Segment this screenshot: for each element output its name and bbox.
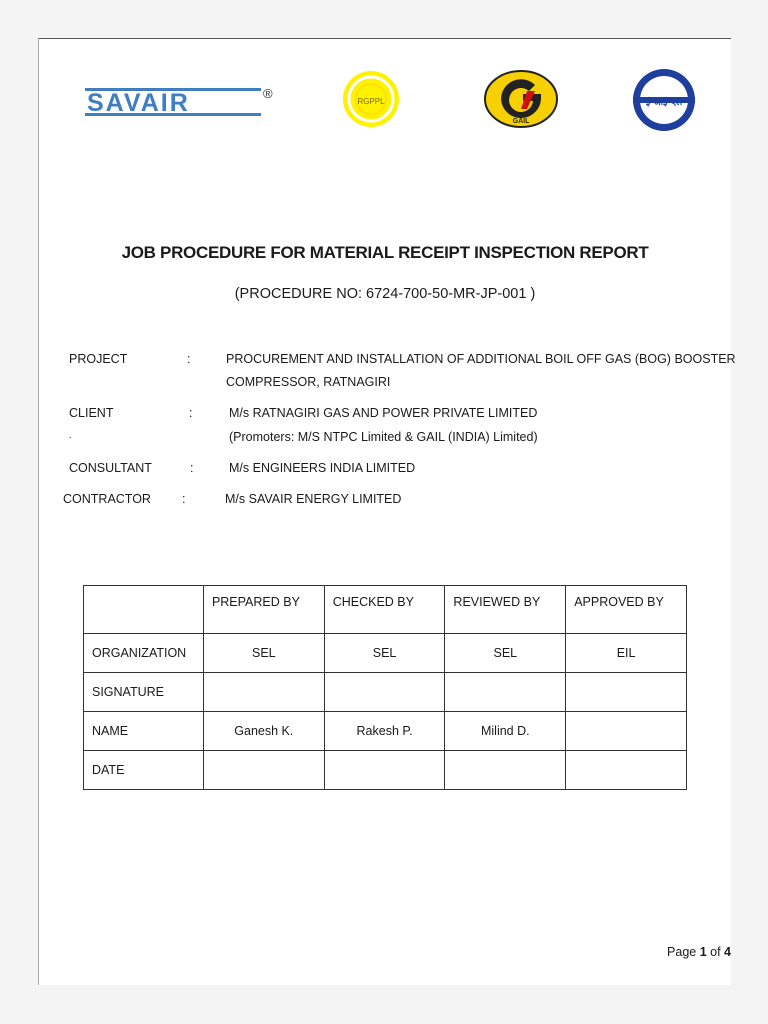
table-row xyxy=(84,712,687,751)
project-row xyxy=(39,351,736,391)
table-row-label: DATE xyxy=(84,751,204,790)
project-colon: : xyxy=(187,352,191,366)
table-cell: Ganesh K. xyxy=(203,712,324,751)
table-row-label: SIGNATURE xyxy=(84,673,204,712)
gail-logo-text: GAIL xyxy=(512,118,530,125)
table-cell: SEL xyxy=(445,634,566,673)
contractor-colon: : xyxy=(182,492,186,506)
client-value-line1: M/s RATNAGIRI GAS AND POWER PRIVATE LIMITED xyxy=(229,406,538,420)
table-cell xyxy=(445,673,566,712)
document-title: JOB PROCEDURE FOR MATERIAL RECEIPT INSPECTION REPORT xyxy=(121,243,649,262)
project-label: PROJECT xyxy=(69,352,128,366)
consultant-value: M/s ENGINEERS INDIA LIMITED xyxy=(229,461,416,475)
logo-bar xyxy=(39,39,731,149)
table-header-cell: PREPARED BY xyxy=(203,586,324,634)
client-row xyxy=(39,405,731,445)
page-current: 1 xyxy=(699,945,707,959)
table-header-row xyxy=(84,586,687,634)
table-cell xyxy=(445,751,566,790)
client-label: CLIENT xyxy=(69,406,114,420)
project-value-line2: COMPRESSOR, RATNAGIRI xyxy=(226,375,391,389)
table-cell: SEL xyxy=(203,634,324,673)
page-total: 4 xyxy=(724,945,731,959)
client-dot: . xyxy=(69,430,72,440)
table-cell xyxy=(566,712,687,751)
page-of: of xyxy=(706,945,725,959)
table-cell: SEL xyxy=(324,634,445,673)
table-cell xyxy=(203,673,324,712)
client-colon: : xyxy=(189,406,193,420)
table-cell: Milind D. xyxy=(445,712,566,751)
table-row xyxy=(84,634,687,673)
table-row xyxy=(84,673,687,712)
consultant-colon: : xyxy=(190,461,194,475)
table-cell: Rakesh P. xyxy=(324,712,445,751)
contractor-label: CONTRACTOR xyxy=(63,492,151,506)
page-number xyxy=(667,945,731,959)
eil-logo-text: ई-आई-एल xyxy=(645,98,683,108)
client-value-line2: (Promoters: M/S NTPC Limited & GAIL (INDIA) Limited) xyxy=(229,430,538,444)
contractor-row xyxy=(39,491,731,509)
table-cell xyxy=(324,751,445,790)
rgppl-logo-text: RGPPL xyxy=(357,97,385,106)
page-prefix: Page xyxy=(667,945,700,959)
table-cell xyxy=(566,751,687,790)
procedure-number: (PROCEDURE NO: 6724-700-50-MR-JP-001 ) xyxy=(234,286,536,302)
table-header-cell xyxy=(84,586,204,634)
table-header-cell: REVIEWED BY xyxy=(445,586,566,634)
table-row-label: NAME xyxy=(84,712,204,751)
table-cell xyxy=(203,751,324,790)
savair-logo-text: SAVAIR xyxy=(87,89,190,117)
table-row-label: ORGANIZATION xyxy=(84,634,204,673)
eil-logo xyxy=(631,67,697,133)
registered-mark: ® xyxy=(263,86,273,101)
consultant-row xyxy=(39,460,731,478)
table-cell: EIL xyxy=(566,634,687,673)
table-header-cell: APPROVED BY xyxy=(566,586,687,634)
approval-table xyxy=(83,585,687,790)
rgppl-logo xyxy=(341,69,401,129)
contractor-value: M/s SAVAIR ENERGY LIMITED xyxy=(225,492,402,506)
savair-logo xyxy=(85,84,281,120)
table-cell xyxy=(566,673,687,712)
gail-logo xyxy=(483,69,559,129)
project-value-line1: PROCUREMENT AND INSTALLATION OF ADDITIONAL BOIL OFF GAS (BOG) BOOSTER xyxy=(226,352,736,366)
consultant-label: CONSULTANT xyxy=(69,461,152,475)
table-cell xyxy=(324,673,445,712)
document-page xyxy=(38,38,736,985)
table-header-cell: CHECKED BY xyxy=(324,586,445,634)
table-row xyxy=(84,751,687,790)
